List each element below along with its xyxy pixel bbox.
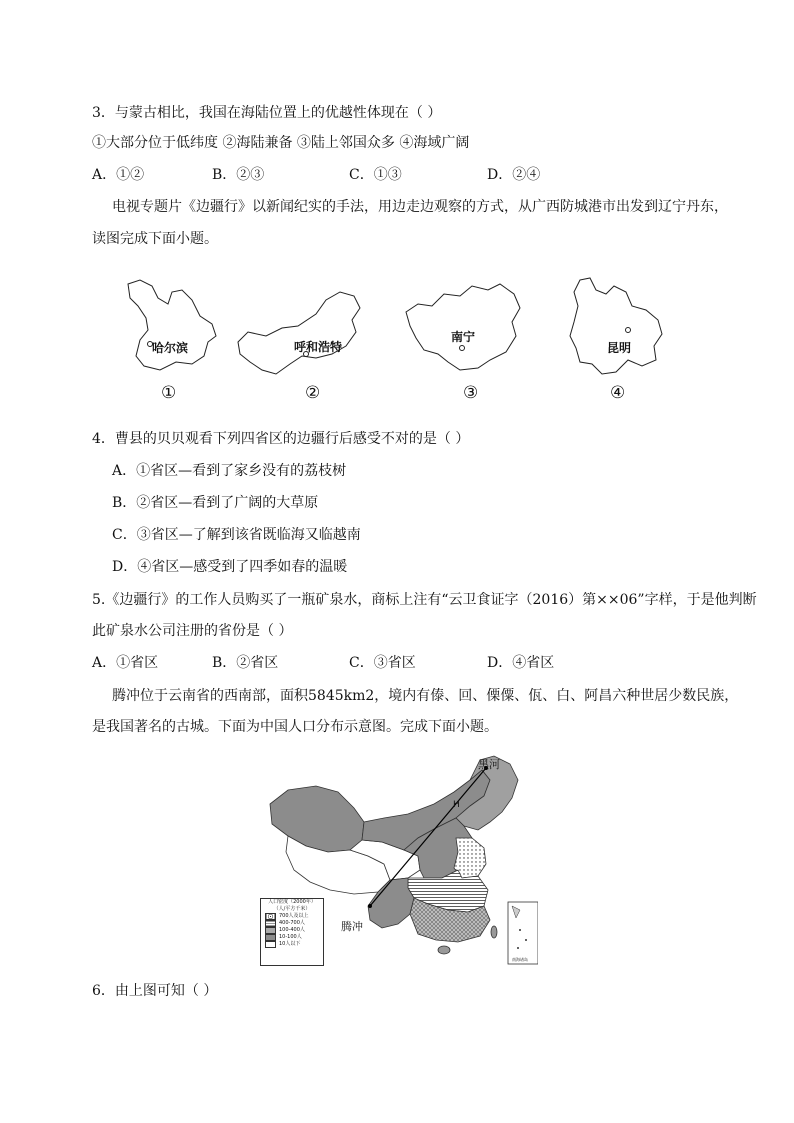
legend-item-5: 10人以下 <box>279 941 301 947</box>
province-number-4: ④ <box>610 383 626 403</box>
province-inner-mongolia-shape <box>236 288 368 380</box>
legend-item-3: 100-400人 <box>279 927 305 933</box>
map-label-tengchong: 腾冲 <box>341 920 363 933</box>
intro1-line1: 电视专题片《边疆行》以新闻纪实的手法，用边走边观察的方式，从广西防城港市出发到辽宁丹东， <box>112 199 728 215</box>
q5-line2: 此矿泉水公司注册的省份是（ ） <box>92 623 293 639</box>
map-legend <box>260 898 324 966</box>
q5-option-c: C．③省区 <box>349 655 416 671</box>
city-harbin: 哈尔滨 <box>152 341 189 355</box>
map-label-heihe: 黑河 <box>478 758 500 771</box>
map-inset-label: 南海诸岛 <box>512 957 528 962</box>
q3-option-d: D．②④ <box>487 167 541 183</box>
legend-item-4: 10-100人 <box>279 934 302 940</box>
legend-swatch-3 <box>265 927 276 934</box>
city-hohhot: 呼和浩特 <box>294 340 343 354</box>
q3-option-b: B．②③ <box>212 167 265 183</box>
q3-option-c: C．①③ <box>349 167 402 183</box>
province-number-1: ① <box>161 383 177 403</box>
city-kunming: 昆明 <box>607 341 632 355</box>
intro1-line2: 读图完成下面小题。 <box>92 231 218 247</box>
q5-option-d: D．④省区 <box>487 655 555 671</box>
q4-option-a: A．①省区—看到了家乡没有的荔枝树 <box>112 463 347 479</box>
q3-option-a: A．①② <box>92 167 145 183</box>
q5-option-a: A．①省区 <box>92 655 159 671</box>
intro2-line2: 是我国著名的古城。下面为中国人口分布示意图。完成下面小题。 <box>92 719 498 735</box>
province-yunnan-shape <box>566 276 668 380</box>
q6-stem: 6．由上图可知（ ） <box>92 983 218 999</box>
legend-swatch-4 <box>265 934 276 941</box>
province-heilongjiang-shape <box>120 278 220 380</box>
legend-item-2: 400-700人 <box>279 920 305 926</box>
q3-stem: 3．与蒙古相比，我国在海陆位置上的优越性体现在（ ） <box>92 105 442 121</box>
legend-item-1: 700人及以上 <box>279 913 309 919</box>
legend-swatch-1 <box>265 913 276 920</box>
legend-swatch-5 <box>265 941 276 948</box>
map-label-h: H <box>453 800 460 810</box>
q4-option-c: C．③省区—了解到该省既临海又临越南 <box>112 527 361 543</box>
q5-option-b: B．②省区 <box>212 655 279 671</box>
q4-stem: 4．曹县的贝贝观看下列四省区的边疆行后感受不对的是（ ） <box>92 431 470 447</box>
city-nanning: 南宁 <box>451 330 476 344</box>
q5-line1: 5.《边疆行》的工作人员购买了一瓶矿泉水，商标上注有“云卫食证字（2016）第××06”字样，于是他判断 <box>92 592 757 608</box>
intro2-line1: 腾冲位于云南省的西南部，面积5845km2，境内有傣、回、傈僳、佤、白、阿昌六种世居少数民族， <box>112 688 739 704</box>
q3-items: ①大部分位于低纬度 ②海陆兼备 ③陆上邻国众多 ④海域广阔 <box>92 135 470 151</box>
q4-option-d: D．④省区—感受到了四季如春的温暖 <box>112 559 348 575</box>
q4-option-b: B．②省区—看到了广阔的大草原 <box>112 495 319 511</box>
legend-title: 人口密度（2000年） <box>268 899 316 905</box>
province-number-3: ③ <box>463 383 479 403</box>
legend-swatch-2 <box>265 920 276 927</box>
province-number-2: ② <box>305 383 321 403</box>
legend-unit: （人/平方千米） <box>273 906 311 912</box>
